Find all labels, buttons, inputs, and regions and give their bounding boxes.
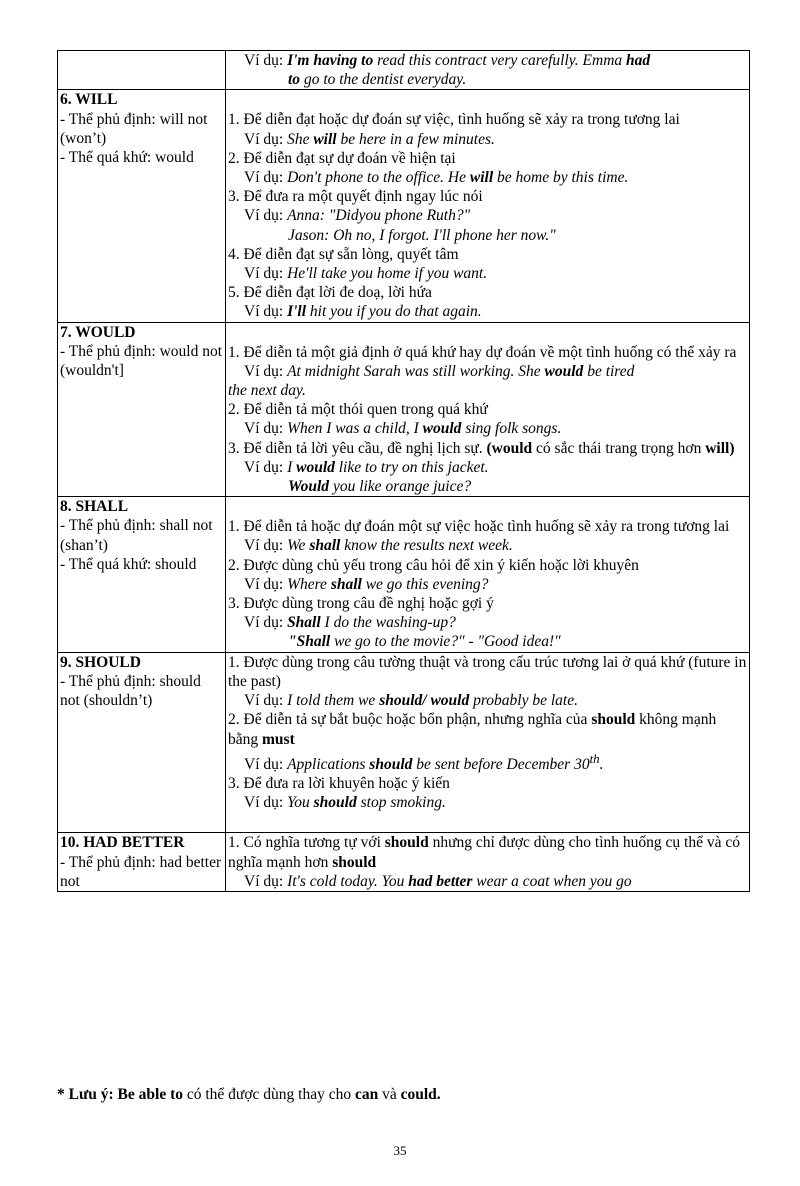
usage-cell (226, 833, 750, 892)
example-line: Ví dụ: I told them we should/ would probably be late. (244, 692, 578, 710)
verb-title: 10. HAD BETTER (60, 834, 185, 852)
verb-cell (58, 51, 226, 90)
verb-form: - Thể phủ định: should not (shouldn’t) (60, 672, 201, 710)
example-line: Would you like orange juice? (288, 478, 472, 496)
modal-verbs-table (57, 50, 750, 892)
verb-form: - Thể quá khứ: would (60, 149, 194, 167)
example-line: Ví dụ: Where shall we go this evening? (244, 575, 489, 593)
verb-form: - Thể phủ định: would not (wouldn't] (60, 342, 223, 380)
usage-line: 1. Có nghĩa tương tự với should nhưng chỉ được dùng cho tình huống cụ thể và có nghĩa mạnh hơn should (228, 834, 740, 871)
example-line: Ví dụ: Applications should be sent before December 30th. (244, 750, 604, 773)
usage-line: the next day. (228, 382, 306, 400)
usage-line: 2. Để diễn đạt sự dự đoán về hiện tại (228, 149, 456, 167)
example-line: Ví dụ: At midnight Sarah was still working. She would be tired (244, 362, 635, 380)
verb-title: 6. WILL (60, 91, 118, 109)
table-row (58, 90, 750, 322)
example-line: Ví dụ: Shall I do the washing-up? (244, 614, 456, 632)
usage-line: 2. Để diễn tả sự bắt buộc hoặc bổn phận, nhưng nghĩa của should không mạnh bằng must (228, 711, 717, 748)
table-row (58, 322, 750, 497)
example-line: Ví dụ: I'm having to read this contract very carefully. Emma had (244, 52, 651, 69)
footnote-note: * Lưu ý: Be able to có thể được dùng thay cho can và could. (57, 1086, 441, 1103)
usage-line: 5. Để diễn đạt lời đe doạ, lời hứa (228, 284, 432, 302)
verb-cell (58, 322, 226, 497)
verb-form: - Thể quá khứ: should (60, 555, 197, 573)
usage-cell (226, 652, 750, 833)
page-number: 35 (393, 1143, 407, 1158)
usage-line: 4. Để diễn đạt sự sẵn lòng, quyết tâm (228, 245, 459, 263)
table-row (58, 833, 750, 892)
verb-cell (58, 497, 226, 652)
verb-cell (58, 833, 226, 892)
table-row (58, 497, 750, 652)
example-line: Ví dụ: When I was a child, I would sing folk songs. (244, 420, 562, 438)
usage-cell (226, 90, 750, 322)
example-line: Ví dụ: We shall know the results next week. (244, 537, 513, 555)
verb-form: - Thể phủ định: shall not (shan’t) (60, 517, 213, 554)
example-line: Ví dụ: I'll hit you if you do that again. (244, 303, 482, 321)
verb-title: 9. SHOULD (60, 653, 141, 671)
example-line: Ví dụ: Anna: "Didyou phone Ruth?" (244, 207, 471, 225)
usage-line: 3. Để đưa ra một quyết định ngay lúc nói (228, 188, 483, 206)
example-line: Ví dụ: Don't phone to the office. He will be home by this time. (244, 169, 629, 187)
example-line: Ví dụ: I would like to try on this jacket. (244, 458, 489, 476)
usage-line: 1. Để diễn tả một giả định ở quá khứ hay dự đoán về một tình huống có thể xảy ra (228, 343, 737, 361)
usage-line: 3. Để diễn tả lời yêu cầu, đề nghị lịch sự. (would có sắc thái trang trọng hơn will) (228, 439, 735, 457)
usage-line: 2. Để diễn tả một thói quen trong quá khứ (228, 401, 488, 419)
verb-title: 8. SHALL (60, 498, 129, 516)
usage-line: 2. Được dùng chủ yếu trong câu hỏi để xin ý kiến hoặc lời khuyên (228, 556, 639, 574)
usage-cell (226, 51, 750, 90)
example-line: Ví dụ: You should stop smoking. (244, 794, 446, 812)
usage-line: 1. Được dùng trong câu tường thuật và trong cấu trúc tương lai ở quá khứ (future in the past) (228, 653, 747, 690)
usage-cell (226, 322, 750, 497)
example-line: to go to the dentist everyday. (288, 71, 467, 89)
usage-line: 3. Được dùng trong câu đề nghị hoặc gợi ý (228, 595, 494, 613)
table-row (58, 51, 750, 90)
example-line: Ví dụ: It's cold today. You had better wear a coat when you go (244, 872, 632, 890)
example-line: Ví dụ: She will be here in a few minutes. (244, 130, 495, 148)
verb-cell (58, 90, 226, 322)
usage-line: 1. Để diễn đạt hoặc dự đoán sự việc, tình huống sẽ xảy ra trong tương lai (228, 111, 680, 129)
verb-form: - Thể phủ định: will not (won’t) (60, 110, 208, 147)
usage-line: 3. Để đưa ra lời khuyên hoặc ý kiến (228, 775, 450, 793)
verb-title: 7. WOULD (60, 323, 136, 341)
example-line: Jason: Oh no, I forgot. I'll phone her now." (288, 226, 556, 244)
example-line: "Shall we go to the movie?" - "Good idea!" (288, 633, 561, 651)
example-line: Ví dụ: He'll take you home if you want. (244, 265, 488, 283)
usage-cell (226, 497, 750, 652)
verb-form: - Thể phủ định: had better not (60, 853, 222, 890)
table-row (58, 652, 750, 833)
usage-line: 1. Để diễn tả hoặc dự đoán một sự việc hoặc tình huống sẽ xảy ra trong tương lai (228, 518, 730, 536)
verb-cell (58, 652, 226, 833)
